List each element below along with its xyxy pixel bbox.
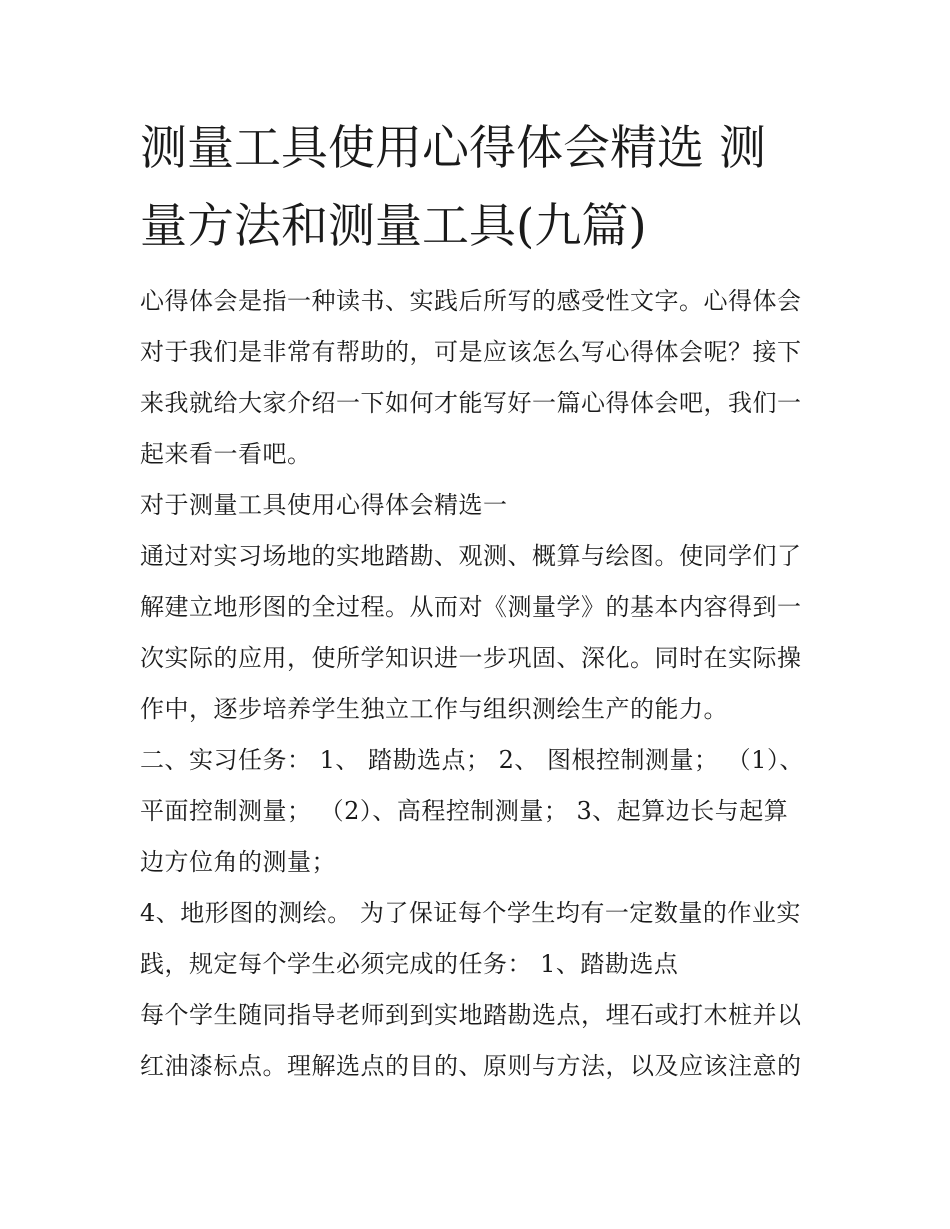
paragraph-section-heading: 对于测量工具使用心得体会精选一 [140, 491, 508, 519]
paragraph-intro: 心得体会是指一种读书、实践后所写的感受性文字。心得体会对于我们是非常有帮助的，可是应该怎么写心得体会呢？接下来我就给大家介绍一下如何才能写好一篇心得体会吧，我们一起来看一看吧。 [140, 287, 802, 468]
document-title: 测量工具使用心得体会精选 测量方法和测量工具(九篇) [140, 121, 766, 254]
paragraph-practice-purpose: 通过对实习场地的实地踏勘、观测、概算与绘图。使同学们了解建立地形图的全过程。从而对《测量学》的基本内容得到一次实际的应用，使所学知识进一步巩固、深化。同时在实际操作中，逐步培养学生独立工作与组织测绘生产的能力。 [140, 542, 802, 723]
paragraph-site-survey: 每个学生随同指导老师到到实地踏勘选点，埋石或打木桩并以红油漆标点。理解选点的目的、原则与方法，以及应该注意的 [140, 1001, 802, 1080]
document-page [140, 110, 812, 1092]
paragraph-mapping-tasks: 4、地形图的测绘。 为了保证每个学生均有一定数量的作业实践，规定每个学生必须完成的任务： 1、踏勘选点 [140, 899, 801, 978]
paragraph-practice-tasks: 二、实习任务： 1、 踏勘选点； 2、 图根控制测量； （1）、平面控制测量； （2）、高程控制测量； 3、起算边长与起算边方位角的测量； [140, 746, 804, 876]
